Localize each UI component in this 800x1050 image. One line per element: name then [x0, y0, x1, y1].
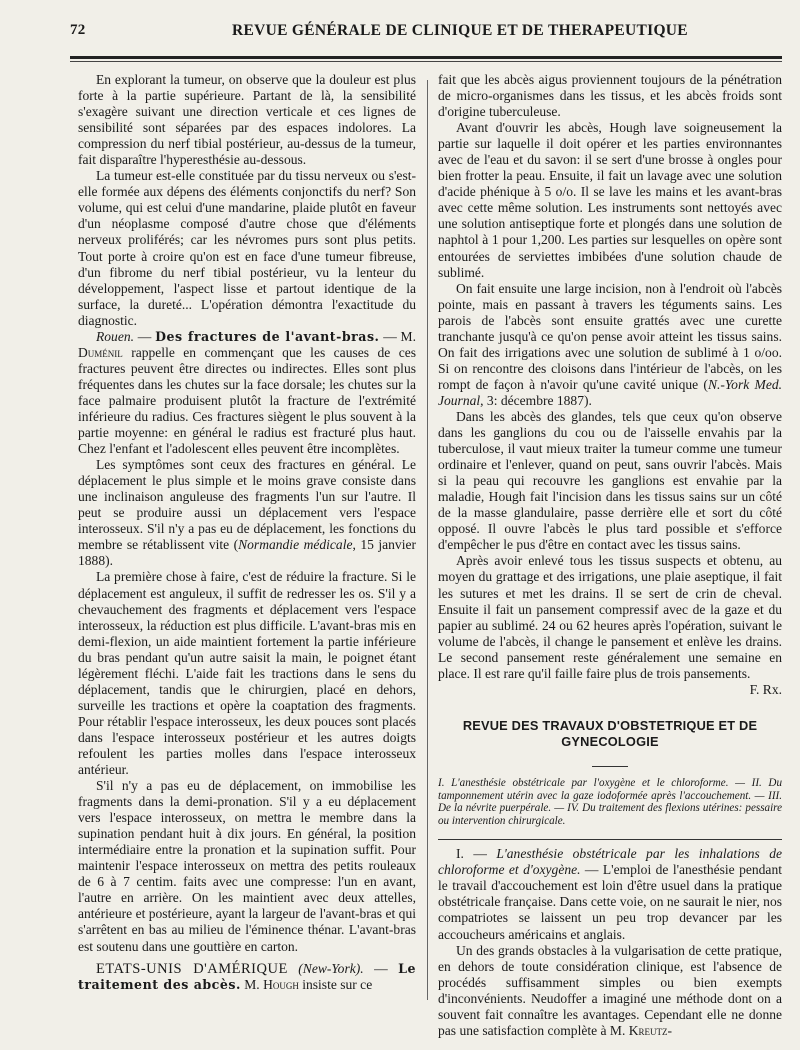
- header-rule-thin: [70, 61, 782, 62]
- section-summary: I. L'anesthésie obstétricale par l'oxygène et le chloroforme. — II. Du tamponnement utérin avec la gaze iodoformée après l'accouchement. — III. De la névrite puerpérale. — IV. Du traitement des flexions utérines: pessaire ou intervention chirurgicale.: [438, 776, 782, 827]
- section-rule: [592, 766, 628, 767]
- paragraph-abscess-intro: [78, 961, 416, 993]
- author-signature: F. Rx.: [749, 681, 782, 697]
- dash: —: [363, 960, 388, 976]
- honorific: M.: [240, 976, 264, 992]
- dash: — M.: [379, 328, 416, 344]
- item-number: I. —: [456, 846, 497, 862]
- article-title-abscess: Le traitement des abcès.: [78, 960, 416, 992]
- paragraph-dressing: Après avoir enlevé tous les tissus suspects et obtenu, au moyen du grattage et des irrigations, une plaie aseptique, il fait les sutures et met les drains. Il se sert de crin de cheval. Ensuite il fait un pansement compressif avec de la gaze et du papier au sublimé. 24 ou 62 heures après l'opération, suivant le volume de l'abcès, il change le pansement et enlève les drains. Le second pansement reste généralement une semaine en place. Il est rare qu'il faille faire plus de trois pansements.: [438, 553, 782, 681]
- paragraph-abscess-origin: fait que les abcès aigus proviennent toujours de la pénétration de micro-organismes dans les tissus, et les abcès froids sont d'origine tuberculeuse.: [438, 72, 782, 120]
- paragraph-incision: [438, 281, 782, 409]
- paragraph-immobilization: S'il n'y a pas eu de déplacement, on immobilise les fragments dans la demi-pronation. S'il y a eu déplacement vers l'espace interosseux, on mettra le membre dans la supination pendant huit à dix jours. En général, la position intermédiaire entre la pronation et la supination suffit. Pour maintenir l'espace interosseux on mettra des petits rouleaux de 6 à 7 centim. faits avec une compresse: l'un en avant, l'autre en arrière. On les maintient avec deux attelles, antérieure et postérieure, ayant la largeur de l'avant-bras et qui s'arrêtent en bas au milieu de l'éminence thénar. L'avant-bras est soutenu dans une gouttière en carton.: [78, 778, 416, 954]
- paragraph-glands: Dans les abcès des glandes, tels que ceux qu'on observe dans les ganglions du cou ou de l'aisselle envahis par la tuberculose, il vaut mieux traiter la tumeur comme une tumeur ordinaire et l'enlever, quand on peut, sans ouvrir l'abcès. Mais si la peau qui recouvre les ganglions est envahie par la maladie, Hough fait l'incision dans les tissus sains sur un côté de la masse glandulaire, passe derrière elle et sort du côté opposé. Il ouvre l'abcès le plus tard possible et s'efforce d'empêcher le pus d'être en contact avec les tissus sains.: [438, 408, 782, 553]
- paragraph-text: insiste sur ce: [298, 976, 373, 992]
- left-column: [78, 72, 416, 993]
- paragraph-anesthesia: [438, 846, 782, 942]
- paragraph-text: — L'emploi de l'anesthésie pendant le travail d'accouchement est loin d'être usuel dans la pratique obstétricale française. Dans cette voie, on ne saurait le nier, nos compatriotes se laissent un peu trop devancer par les accoucheurs américains et anglais.: [438, 862, 782, 942]
- dash: —: [134, 328, 156, 344]
- paragraph-text: rappelle en commençant que les causes de ces fractures peuvent être directes ou indirectes. Elles sont plus fréquentes dans les chutes sur la face dorsale; les chutes sur la face palmaire produisent plutôt la fracture de l'extrémité inférieure du radius. Ces fractures siègent le plus souvent à la partie moyenne: en général le radius est fracturé plus haut. Chez l'enfant et l'adolescent elles peuvent être incomplètes.: [78, 344, 416, 457]
- author-hough: Hough: [263, 976, 299, 992]
- journal-normandie: Normandie médicale: [238, 537, 353, 553]
- page-header: [70, 20, 782, 44]
- paragraph-text: On fait ensuite une large incision, non à l'endroit où l'abcès pointe, mais en passant à travers les téguments sains. Les parois de l'abcès sont ensuite grattés avec une curette tranchante jusqu'à ce qu'on pense avoir atteint les tissus sains. On fait des irrigations avec une solution de sublimé à 1 o/oo. Si on rencontre des cloisons dans l'intérieur de l'abcès, on les rompt de façon à n'avoir qu'une cavité unique (: [438, 280, 782, 392]
- paragraph-symptoms: [78, 457, 416, 569]
- article-title-anesthesia: L'anesthésie obstétricale par les inhalations de chloroforme et d'oxygène.: [438, 846, 783, 878]
- paragraph-tumor-exploration: En explorant la tumeur, on observe que la douleur est plus forte à la partie supérieure. Partant de là, la sensibilité s'exagère suivant une direction verticale et ces lignes de sensibilité sont séparées par des espaces indolores. La compression du nerf tibial postérieur, au-dessus de la tumeur, fait disparaître l'hyperesthésie au-dessous.: [78, 72, 416, 168]
- citation-date: , 3: décembre 1887).: [480, 392, 592, 408]
- article-title-fractures: Des fractures de l'avant-bras.: [155, 328, 380, 344]
- paragraph-obstacles: [438, 943, 782, 1039]
- page-number: 72: [70, 22, 86, 38]
- paragraph-reduction: La première chose à faire, c'est de réduire la fracture. Si le déplacement est anguleux, il suffit de redresser les os. S'il y a chevauchement des fragments et déplacement vers l'espace interosseux, la réduction est plus difficile. L'avant-bras mis en demi-flexion, un aide maintient fortement la partie inférieure du bras pendant qu'un autre saisit la main, le poignet étant légèrement fléchi. L'aide fait les tractions dans le sens du déplacement, tandis que le chirurgien, placé en dehors, surveille les tractions et opère la coaptation des fragments. Pour rétablir l'espace interosseux, les deux pouces sont placés dans l'espace interosseux postérieur et les autres doigts refoulent les parties molles dans l'espace interosseux antérieur.: [78, 569, 416, 778]
- running-title: REVUE GÉNÉRALE DE CLINIQUE ET DE THERAPEUTIQUE: [232, 22, 688, 39]
- paragraph-asepsis: Avant d'ouvrir les abcès, Hough lave soigneusement la partie sur laquelle il doit opérer et les parties environnantes avec de l'eau et du savon: il se sert d'une brosse à ongles pour bien frotter la peau. Ensuite, il fait un lavage avec une solution d'acide phénique à 5 o/o. Il se lave les mains et les avant-bras avec cette même solution. Les instruments sont nettoyés avec une solution antiseptique forte et plongés dans une solution de naphtol à 1 pour 1,200. Les parties sur lesquelles on opère sont entourées de serviettes imbibées d'une solution chaude de sublimé.: [438, 120, 782, 280]
- column-divider: [427, 80, 428, 1000]
- section-title-obstetrics: REVUE DES TRAVAUX D'OBSTETRIQUE ET DE GYNECOLOGIE: [462, 717, 758, 749]
- paragraph-text: Un des grands obstacles à la vulgarisation de cette pratique, en dehors de toute considération clinique, est l'absence de procédés suffisamment simples ou bien exempts d'inconvénients. Neudoffer a imaginé une méthode dont on a souvent fait connaître les avantages. Cependant elle ne donne pas une satisfaction complète à M.: [438, 942, 782, 1038]
- paragraph-text: Les symptômes sont ceux des fractures en général. Le déplacement le plus simple et le moins grave consiste dans une inclinaison anguleuse des fragments l'un sur l'autre. Il peut se produire aussi un déplacement vers l'espace interosseux. S'il n'y a pas eu de déplacement, les fonctions du membre se rétablissent vite (: [78, 457, 416, 553]
- paragraph-tumor-nature: La tumeur est-elle constituée par du tissu nerveux ou s'est-elle formée aux dépens des éléments conjonctifs du nerf? Son volume, qui est celui d'une mandarine, plaide plutôt en faveur d'un néoplasme composé d'autre chose que d'éléments nerveux proliférés; car les névromes purs sont plus petits. Tout porte à croire qu'on est en face d'une tumeur fibreuse, d'un fibrome du nerf tibial postérieur, vu la lenteur du développement, l'aspect lisse et partout identique de la surface, la dureté... L'opération démontra l'exactitude du diagnostic.: [78, 168, 416, 328]
- header-rule-thick: [70, 56, 782, 59]
- country-usa: ETATS-UNIS D'AMÉRIQUE: [96, 960, 288, 977]
- journal-ny-medical: N.-York Med. Journal: [438, 376, 782, 408]
- city-rouen: Rouen.: [96, 328, 134, 344]
- summary-rule: [438, 839, 782, 840]
- city-new-york: (New-York).: [298, 960, 364, 976]
- author-dumenil: Duménil: [78, 344, 123, 360]
- right-column: [438, 72, 782, 1039]
- citation-date: , 15 janvier 1888).: [78, 537, 416, 569]
- author-kreutz: Kreutz-: [628, 1022, 673, 1038]
- paragraph-fractures-intro: [78, 329, 416, 457]
